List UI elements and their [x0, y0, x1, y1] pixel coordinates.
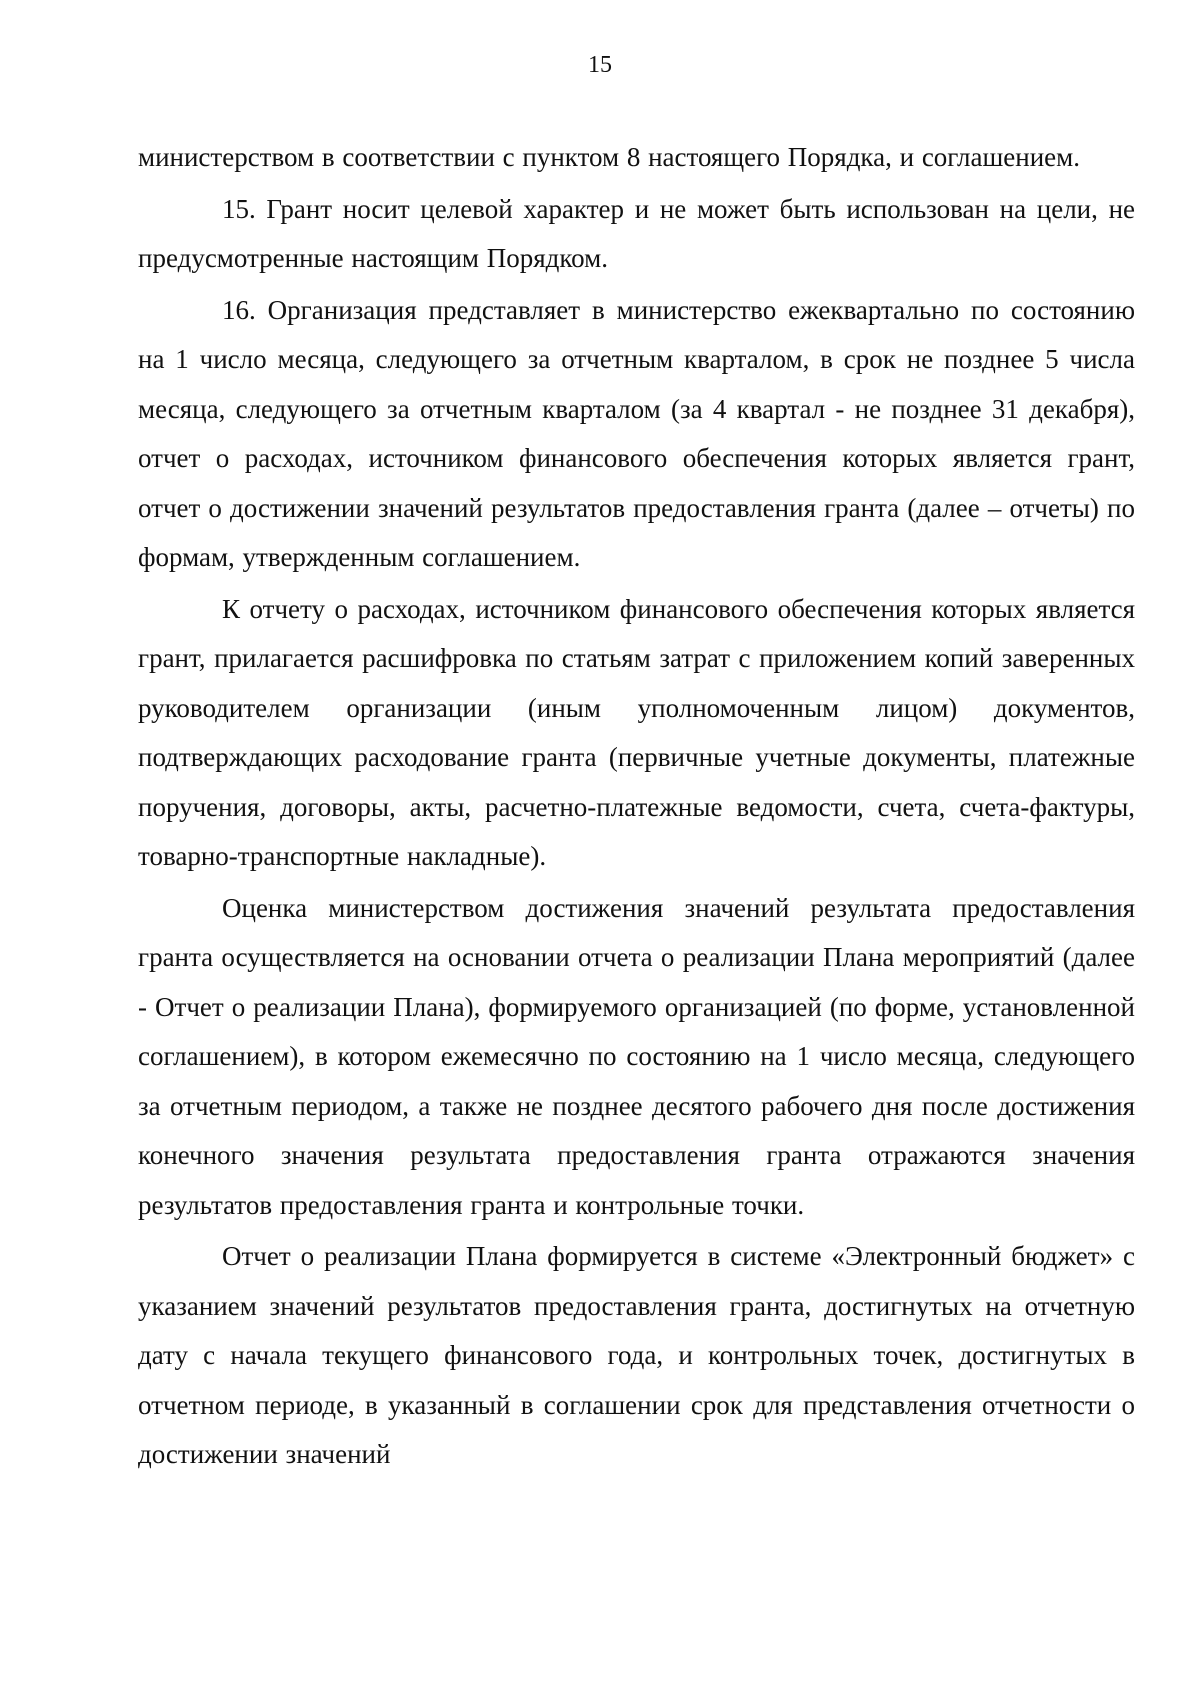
page-number: 15 — [588, 52, 612, 78]
paragraph-item-16: 16. Организация представляет в министерство ежеквартально по состоянию на 1 число месяца, следующего за отчетным кварталом, в срок не позднее 5 числа месяца, следующего за отчетным кварталом (за 4 квартал - не позднее 31 декабря), отчет о расходах, источником финансового обеспечения которых является грант, отчет о достижении значений результатов предоставления гранта (далее – отчеты) по формам, утвержденным соглашением. — [138, 294, 1135, 572]
paragraph-item-15: 15. Грант носит целевой характер и не может быть использован на цели, не предусмотренные настоящим Порядком. — [138, 193, 1135, 273]
paragraph-plan-report: Отчет о реализации Плана формируется в системе «Электронный бюджет» с указанием значений результатов предоставления гранта, достигнутых на отчетную дату с начала текущего финансового года, и контрольных точек, достигнутых в отчетном периоде, в указанный в соглашении срок для представления отчетности о достижении значений — [138, 1241, 1135, 1469]
document-body — [138, 133, 1135, 1480]
paragraph-continuation: министерством в соответствии с пунктом 8 настоящего Порядка, и соглашением. — [138, 142, 1080, 172]
paragraph-evaluation: Оценка министерством достижения значений результата предоставления гранта осуществляется на основании отчета о реализации Плана мероприятий (далее - Отчет о реализации Плана), формируемого организацией (по форме, установленной соглашением), в котором ежемесячно по состоянию на 1 число месяца, следующего за отчетным периодом, а также не позднее десятого рабочего дня после достижения конечного значения результата предоставления гранта отражаются значения результатов предоставления гранта и контрольные точки. — [138, 892, 1135, 1220]
paragraph-expense-report: К отчету о расходах, источником финансового обеспечения которых является грант, прилагается расшифровка по статьям затрат с приложением копий заверенных руководителем организации (иным уполномоченным лицом) документов, подтверждающих расходование гранта (первичные учетные документы, платежные поручения, договоры, акты, расчетно-платежные ведомости, счета, счета-фактуры, товарно-транспортные накладные). — [138, 593, 1135, 871]
